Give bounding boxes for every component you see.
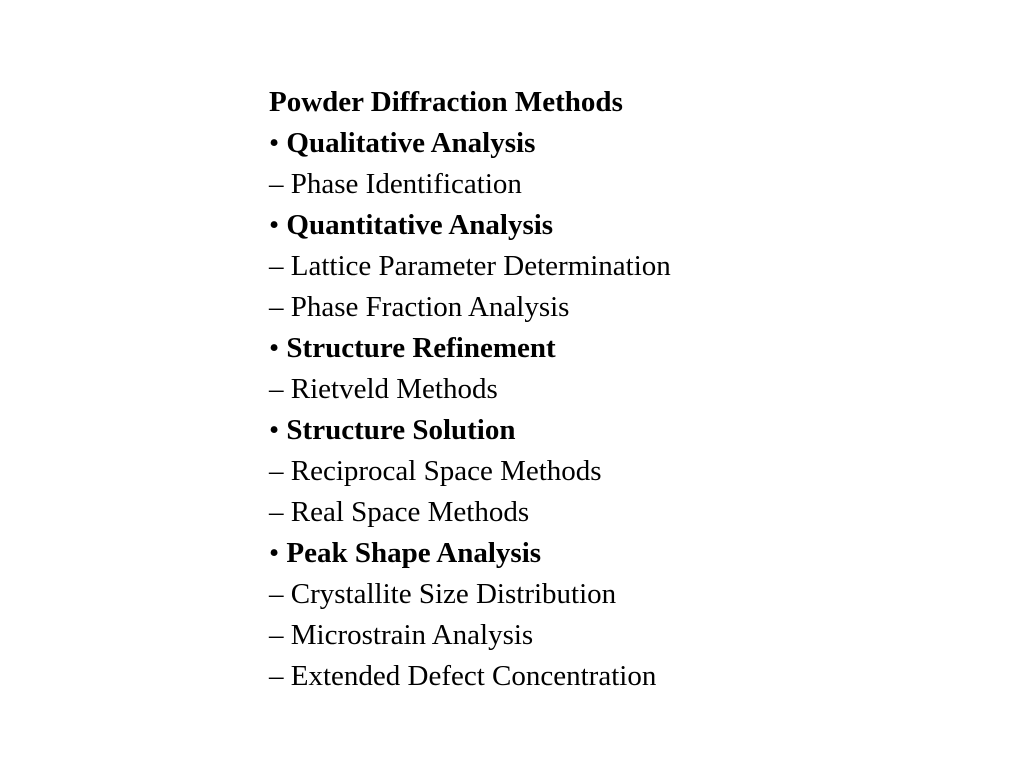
section-heading-peak-shape [269,533,969,574]
slide-content [269,82,969,697]
list-item [269,451,969,492]
slide-title: Powder Diffraction Methods [269,86,623,118]
dash-icon: – [269,373,284,405]
list-item [269,164,969,205]
dash-icon: – [269,619,284,651]
list-item-label: Extended Defect Concentration [290,660,657,692]
list-item-label: Crystallite Size Distribution [290,578,617,610]
section-heading-label: Structure Solution [286,414,516,446]
list-item [269,492,969,533]
list-item-label: Lattice Parameter Determination [290,250,671,282]
section-heading-refinement [269,328,969,369]
section-heading-label: Qualitative Analysis [286,127,536,159]
section-heading-solution [269,410,969,451]
dash-icon: – [269,291,284,323]
list-item [269,369,969,410]
list-item-label: Microstrain Analysis [290,619,534,651]
section-heading-quantitative [269,205,969,246]
list-item-label: Phase Fraction Analysis [290,291,570,323]
dash-icon: – [269,168,284,200]
section-heading-label: Quantitative Analysis [286,209,554,241]
bullet-icon: • [269,332,280,364]
bullet-icon: • [269,537,280,569]
list-item-label: Rietveld Methods [290,373,498,405]
list-item [269,574,969,615]
list-item-label: Reciprocal Space Methods [290,455,602,487]
bullet-icon: • [269,127,280,159]
list-item [269,246,969,287]
bullet-icon: • [269,414,280,446]
dash-icon: – [269,660,284,692]
bullet-icon: • [269,209,280,241]
list-item-label: Real Space Methods [290,496,530,528]
list-item [269,656,969,697]
dash-icon: – [269,578,284,610]
section-heading-label: Structure Refinement [286,332,556,364]
dash-icon: – [269,496,284,528]
dash-icon: – [269,250,284,282]
list-item [269,615,969,656]
section-heading-qualitative [269,123,969,164]
section-heading-label: Peak Shape Analysis [286,537,542,569]
list-item [269,287,969,328]
list-item-label: Phase Identification [290,168,522,200]
dash-icon: – [269,455,284,487]
